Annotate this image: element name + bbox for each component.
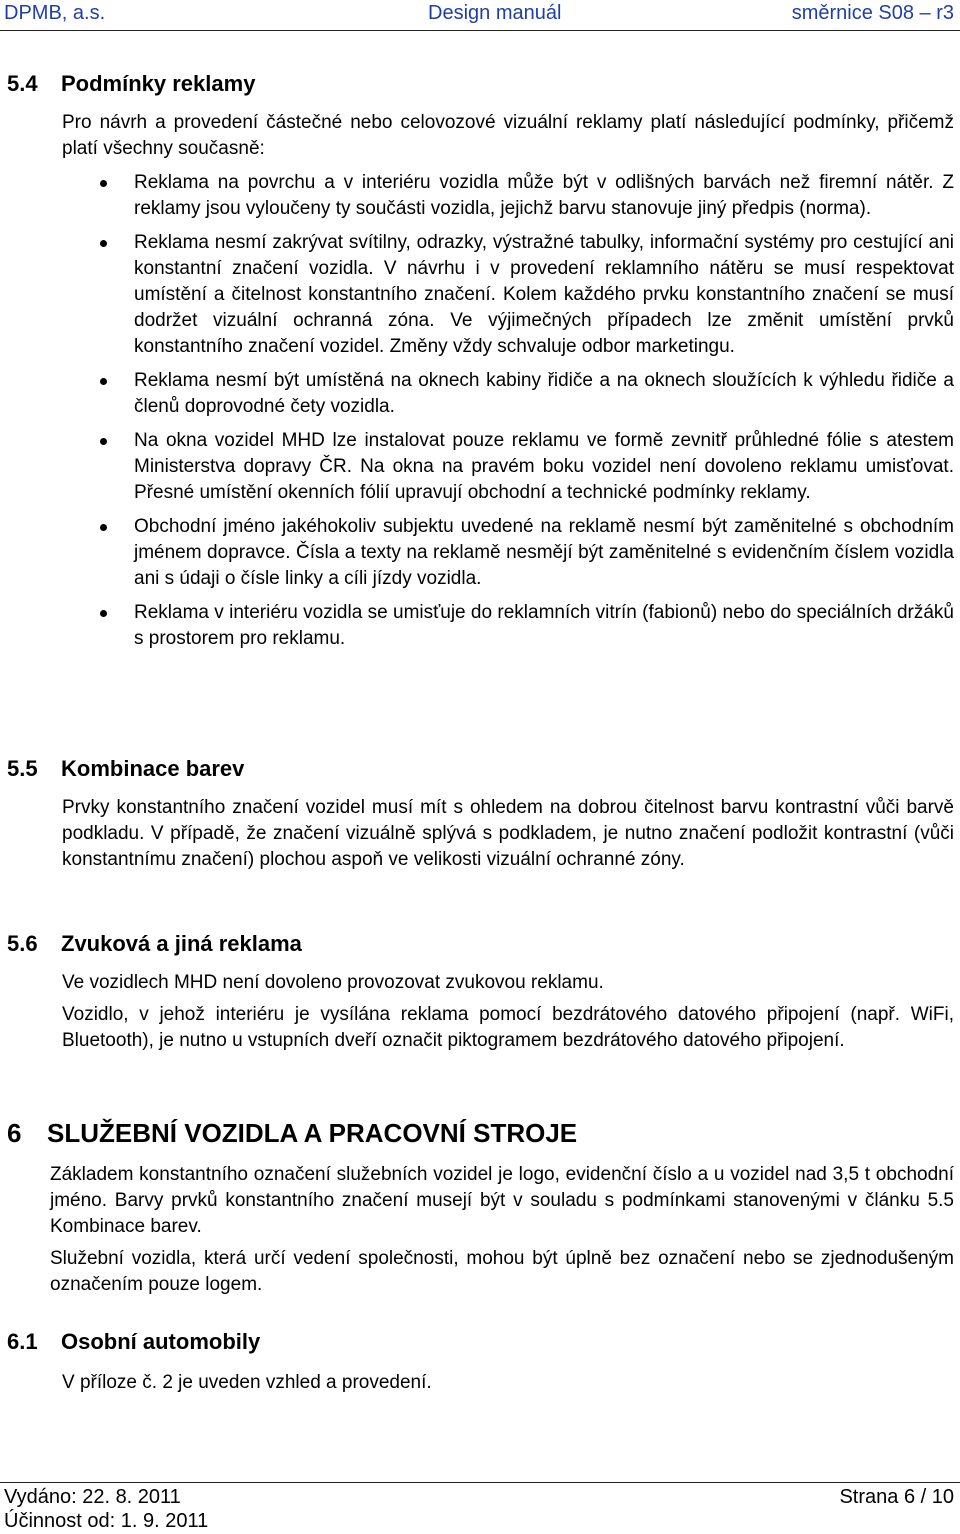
section-5-5-text: Prvky konstantního značení vozidel musí mít s ohledem na dobrou čitelnost barvu kontrastní vůči barvě podkladu. V případě, že značení vizuálně splývá s podkladem, je nutno značení podložit kontrastní (vůči konstantnímu značení) plochou aspoň ve velikosti vizuální ochranné zóny. [62,797,954,870]
chapter-6-paragraph-1: Základem konstantního označení služebních vozidel je logo, evidenční číslo a u vozidel nad 3,5 t obchodní jméno. Barvy prvků konstantního značení musejí být v souladu s podmínkami stanovenými v článku 5.5 Kombinace barev. [50,1164,954,1237]
section-heading-5-5 [7,756,244,782]
footer-divider [0,1482,960,1483]
list-item: Obchodní jméno jakéhokoliv subjektu uvedené na reklamě nesmí být zaměnitelné s obchodním jménem dopravce. Čísla a texty na reklamě nesmějí být zaměnitelné s evidenčním číslem vozidla ani s údaji o čísle linky a cíli jízdy vozidla. [134,514,954,592]
section-title: Osobní automobily [61,1329,261,1354]
section-heading-5-6 [7,931,302,957]
list-item: Reklama v interiéru vozidla se umisťuje do reklamních vitrín (fabionů) nebo do speciálních držáků s prostorem pro reklamu. [134,600,954,652]
section-heading-6-1 [7,1329,260,1355]
section-5-6-paragraph-2: Vozidlo, v jehož interiéru je vysílána reklama pomocí bezdrátového datového připojení (např. WiFi, Bluetooth), je nutno u vstupních dveří označit piktogramem bezdrátového datového připojení. [62,1004,954,1051]
bullet-icon [100,180,107,187]
section-title: Podmínky reklamy [61,71,256,96]
bullet-icon [100,438,107,445]
bullet-icon [100,378,107,385]
section-number: 5.5 [7,756,38,781]
bullet-icon [100,610,107,617]
section-heading-5-4 [7,71,255,97]
bullet-icon [100,524,107,531]
section-number: 5.4 [7,71,38,96]
list-item: Reklama nesmí zakrývat svítilny, odrazky, výstražné tabulky, informační systémy pro cestující ani konstantní značení vozidla. V návrhu i v provedení reklamního nátěru se musí respektovat umístění a čitelnost konstantního značení. Kolem každého prvku konstantního značení se musí dodržet vizuální ochranná zóna. Ve výjimečných případech lze změnit umístění prvků konstantního značení vozidel. Změny vždy schvaluje odbor marketingu. [134,230,954,360]
list-item: Reklama nesmí být umístěná na oknech kabiny řidiče a na oknech sloužících k výhledu řidiče a členů doprovodné čety vozidla. [134,368,954,420]
footer-page-number: Strana 6 / 10 [839,1486,954,1508]
chapter-number: 6 [7,1118,22,1148]
page-header [0,0,960,26]
chapter-title: SLUŽEBNÍ VOZIDLA A PRACOVNÍ STROJE [47,1118,578,1148]
section-title: Kombinace barev [61,756,245,781]
header-directive: směrnice S08 – r3 [791,2,954,24]
chapter-heading-6 [7,1118,577,1149]
section-6-1-text: V příloze č. 2 je uveden vzhled a provedení. [62,1372,432,1393]
section-title: Zvuková a jiná reklama [61,931,302,956]
header-document-title: Design manuál [428,2,562,24]
list-item: Na okna vozidel MHD lze instalovat pouze reklamu ve formě zevnitř průhledné fólie s atestem Ministerstva dopravy ČR. Na okna na pravém boku vozidel není dovoleno reklamu umisťovat. Přesné umístění okenních fólií upravují obchodní a technické podmínky reklamy. [134,428,954,506]
section-number: 6.1 [7,1329,38,1354]
bullet-icon [100,240,107,247]
list-item: Reklama na povrchu a v interiéru vozidla může být v odlišných barvách než firemní nátěr. Z reklamy jsou vyloučeny ty součásti vozidla, jejichž barvu stanovuje jiný předpis (norma). [134,170,954,222]
advertising-conditions-list [134,170,954,660]
header-divider [0,30,960,31]
section-number: 5.6 [7,931,38,956]
footer-issued-date: Vydáno: 22. 8. 2011 [4,1486,181,1508]
footer-effective-date: Účinnost od: 1. 9. 2011 [4,1510,209,1532]
section-5-4-intro: Pro návrh a provedení částečné nebo celovozové vizuální reklamy platí následující podmínky, přičemž platí všechny současně: [62,112,954,159]
header-company: DPMB, a.s. [4,2,106,24]
chapter-6-paragraph-2: Služební vozidla, která určí vedení společnosti, mohou být úplně bez označení nebo se zjednodušeným označením pouze logem. [50,1248,954,1295]
section-5-6-paragraph-1: Ve vozidlech MHD není dovoleno provozovat zvukovou reklamu. [62,972,604,993]
